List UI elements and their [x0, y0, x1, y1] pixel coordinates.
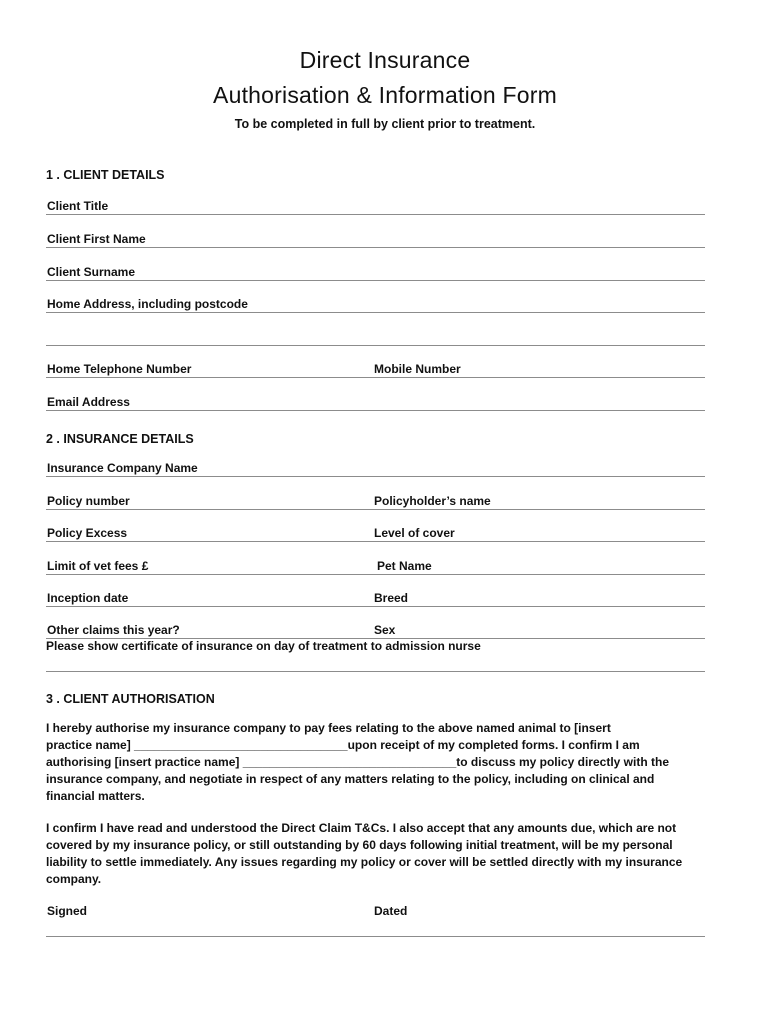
client-first-name-field[interactable]: [46, 231, 705, 248]
home-telephone-label: Home Telephone Number: [47, 362, 192, 376]
authorisation-line-5: financial matters.: [46, 789, 145, 803]
authorisation-paragraph: [46, 720, 718, 805]
section-insurance-details-heading: 2 . INSURANCE DETAILS: [46, 432, 194, 446]
client-surname-label: Client Surname: [47, 265, 136, 279]
mobile-number-label: Mobile Number: [374, 362, 461, 376]
level-of-cover-label: Level of cover: [374, 526, 455, 540]
signature-line[interactable]: [46, 936, 705, 937]
form-title-line2: Authorisation & Information Form: [213, 82, 557, 108]
insurance-company-label: Insurance Company Name: [47, 461, 198, 475]
form-subtitle: To be completed in full by client prior to treatment.: [234, 117, 536, 131]
policy-excess-label: Policy Excess: [47, 526, 128, 540]
pet-name-label: Pet Name: [377, 559, 432, 573]
client-first-name-label: Client First Name: [47, 232, 146, 246]
email-address-field[interactable]: [46, 394, 705, 411]
certificate-note: Please show certificate of insurance on day of treatment to admission nurse: [46, 639, 481, 653]
limit-vet-fees-label: Limit of vet fees £: [47, 559, 149, 573]
section-client-details-heading: 1 . CLIENT DETAILS: [46, 168, 165, 182]
client-surname-field[interactable]: [46, 264, 705, 281]
client-title-field[interactable]: [46, 198, 705, 215]
sex-label: Sex: [374, 623, 396, 637]
policy-number-label: Policy number: [47, 494, 130, 508]
claims-row: [46, 622, 705, 639]
policy-row: [46, 493, 705, 510]
section-client-authorisation-heading: 3 . CLIENT AUTHORISATION: [46, 692, 215, 706]
home-address-field[interactable]: [46, 296, 705, 313]
home-address-label: Home Address, including postcode: [47, 297, 248, 311]
terms-line-4: company.: [46, 872, 102, 886]
authorisation-line-1: I hereby authorise my insurance company to pay fees relating to the above named animal to [insert: [46, 721, 611, 735]
inception-row: [46, 590, 705, 607]
signed-label: Signed: [47, 904, 88, 918]
email-address-label: Email Address: [47, 395, 130, 409]
telephone-row: [46, 361, 705, 378]
excess-row: [46, 525, 705, 542]
form-title-line1: Direct Insurance: [299, 47, 471, 73]
client-title-label: Client Title: [47, 199, 109, 213]
authorisation-line-2: practice name] ________________________________upon receipt of my completed forms. I confirm I am: [46, 738, 640, 752]
other-claims-label: Other claims this year?: [47, 623, 180, 637]
policyholder-name-label: Policyholder’s name: [374, 494, 491, 508]
inception-date-label: Inception date: [47, 591, 129, 605]
vet-fees-row: [46, 558, 705, 575]
section2-end-line: [46, 671, 705, 672]
terms-line-1: I confirm I have read and understood the Direct Claim T&Cs. I also accept that any amounts due, which are not: [46, 821, 677, 835]
authorisation-line-4: insurance company, and negotiate in respect of any matters relating to the policy, including on clinical and: [46, 772, 655, 786]
terms-paragraph: [46, 820, 718, 888]
insurance-company-field[interactable]: [46, 460, 705, 477]
terms-line-3: liability to settle immediately. Any issues regarding my policy or cover will be settled directly with my insurance: [46, 855, 683, 869]
terms-line-2: covered by my insurance policy, or still outstanding by 60 days following initial treatment, will be my personal: [46, 838, 673, 852]
breed-label: Breed: [374, 591, 409, 605]
dated-label: Dated: [374, 904, 408, 918]
authorisation-line-3: authorising [insert practice name] ________________________________to discuss my policy directly with the: [46, 755, 669, 769]
home-address-continuation-line[interactable]: [46, 345, 705, 346]
